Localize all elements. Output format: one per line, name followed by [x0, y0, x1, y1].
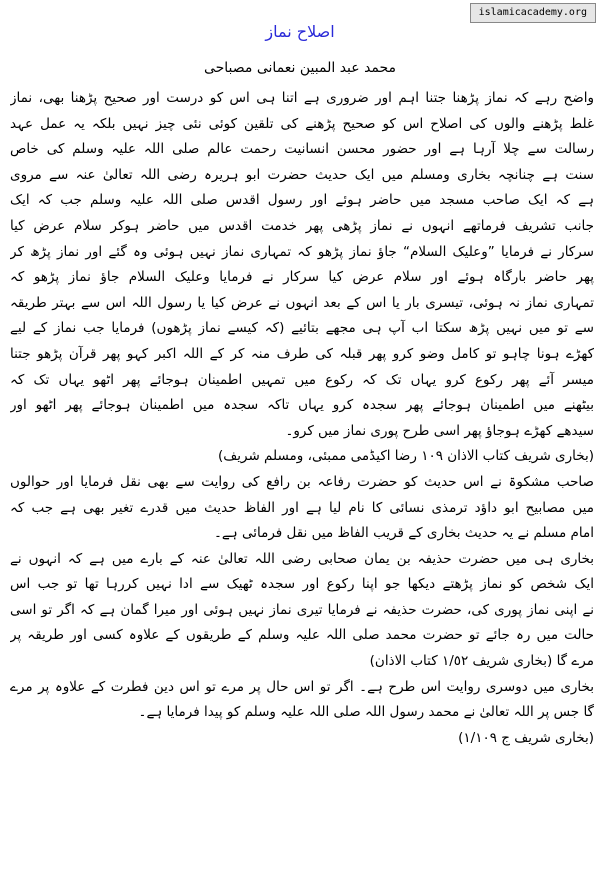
text-line: بخاری ہی میں حضرت حذیفہ بن یمان صحابی رضی اللہ تعالیٰ عنہ کے بارے میں ہے کہ انہوں نے	[10, 550, 594, 567]
text-line: ایک شخص کو نماز پڑھتے دیکھا جو اپنا رکوع اور سجدہ ٹھیک سے ادا نہیں کررہا تھا تو جب اس	[10, 576, 594, 593]
text-line: جانب تشریف فرماتھے انہوں نے نماز پڑھی پھر خدمت اقدس میں حاضر ہوکر سلام عرض کیا	[10, 217, 594, 234]
text-line: غلط پڑھنے والوں کی اصلاح اس کو صحیح پڑھنے کی تلقین کوئی نئی چیز نہیں بلکہ یہ عمل عہد	[10, 115, 594, 132]
text-line: بیٹھنے میں اطمینان ہوجائے پھر سجدہ کرو یہاں تاکہ سجدہ میں اطمینان ہوجائے پھر اٹھو اور	[10, 397, 594, 414]
text-line: واضح رہے کہ نماز پڑھنا جتنا اہم اور ضروری ہے اتنا ہی اس کو درست اور صحیح پڑھنا بھی، نماز	[10, 90, 594, 106]
citation-line: (بخاری شریف کتاب الاذان ١٠٩ رضا اکیڈمی ممبئی، ومسلم شریف)	[218, 448, 594, 465]
text-line: نے اپنی نماز پوری کی، حضرت حذیفہ نے فرمایا تیری نماز نہیں ہوئی اور میرا گمان ہے کہ اگر تو اسی	[10, 601, 594, 618]
article-author: محمد عبد المبین نعمانی مصباحی	[203, 60, 397, 76]
text-line: کھڑے ہونا چاہو تو کامل وضو کرو پھر قبلہ کی طرف منہ کر کے اللہ اکبر کہو پھر قرآن پڑھو جتنا	[10, 345, 594, 362]
article-title: اصلاح نماز	[265, 22, 335, 41]
article-body	[10, 86, 594, 751]
text-line: سیدھے کھڑے ہوجاؤ پھر اسی طرح پوری نماز میں کرو۔	[285, 422, 594, 439]
text-line: میں مصابیح ابو داؤد ترمذی نسائی کا نام لیا ہے اور الفاظ حدیث میں قدرے تغیر بھی ہے جب کہ	[10, 499, 594, 516]
site-url-badge: islamicacademy.org	[470, 3, 596, 23]
text-line: رسالت سے چلا آرہا ہے اور حضور محسن انسانیت رحمت عالم صلی اللہ علیہ وسلم کی خاص	[10, 141, 594, 158]
text-line: تمہاری نماز نہ ہوئی، تیسری بار یا اس کے بعد انہوں نے عرض کیا یا رسول اللہ اس سے بہتر طریقہ	[10, 294, 594, 311]
text-line: امام مسلم نے یہ حدیث بخاری کے قریب الفاظ میں نقل فرمائی ہے۔	[213, 525, 594, 542]
text-line: بخاری میں دوسری روایت اس طرح ہے۔ اگر تو اس حال پر مرے تو اس دین فطرت کے علاوہ پر مرے	[10, 678, 594, 695]
text-line: پھر حاضر بارگاہ ہوئے اور سلام عرض کیا سرکار نے فرمایا وعلیک السلام جاؤ نماز پڑھو کہ	[10, 269, 594, 286]
text-line: سرکار نے فرمایا ”وعلیک السلام“ جاؤ نماز پڑھو کہ تمہاری نماز نہیں ہوئی وہ گئے اور نماز پڑھ کر	[10, 243, 594, 260]
citation-line: (بخاری شریف ج ١/١٠٩)	[458, 729, 594, 746]
text-line: گا جس پر اللہ تعالیٰ نے محمد رسول اللہ صلی اللہ علیہ وسلم کو پیدا فرمایا ہے۔	[138, 704, 594, 721]
text-line: ہے کہ ایک صاحب مسجد میں حاضر ہوئے اور رسول اقدس صلی اللہ علیہ وسلم جب کہ ایک	[10, 192, 594, 209]
text-line: سنت ہے چنانچہ بخاری ومسلم میں ایک حدیث حضرت ابو ہریرہ رضی اللہ تعالیٰ عنہ سے مروی	[10, 166, 594, 183]
text-line: سے تو میں نہیں پڑھ سکتا اب آپ ہی مجھے بتائیے (کہ کیسے نماز پڑھوں) فرمایا جب نماز کے لیے	[10, 320, 594, 337]
text-line: حالت میں رہ جائے تو حضرت محمد صلی اللہ علیہ وسلم کے طریقوں کے علاوہ کسی اور طریقہ پر	[10, 627, 594, 644]
text-line: صاحب مشکوۃ نے اس حدیث کو حضرت رفاعہ بن رافع کی روایت سے بھی نقل فرمایا اور حوالوں	[10, 473, 594, 490]
text-line: میسر آئے پھر رکوع کرو یہاں تک کہ رکوع میں تمہیں اطمینان ہوجائے پھر اٹھو یہاں تک کہ	[10, 371, 594, 388]
citation-line: مرے گا (بخاری شریف ١/٥٢ کتاب الاذان)	[369, 653, 594, 670]
